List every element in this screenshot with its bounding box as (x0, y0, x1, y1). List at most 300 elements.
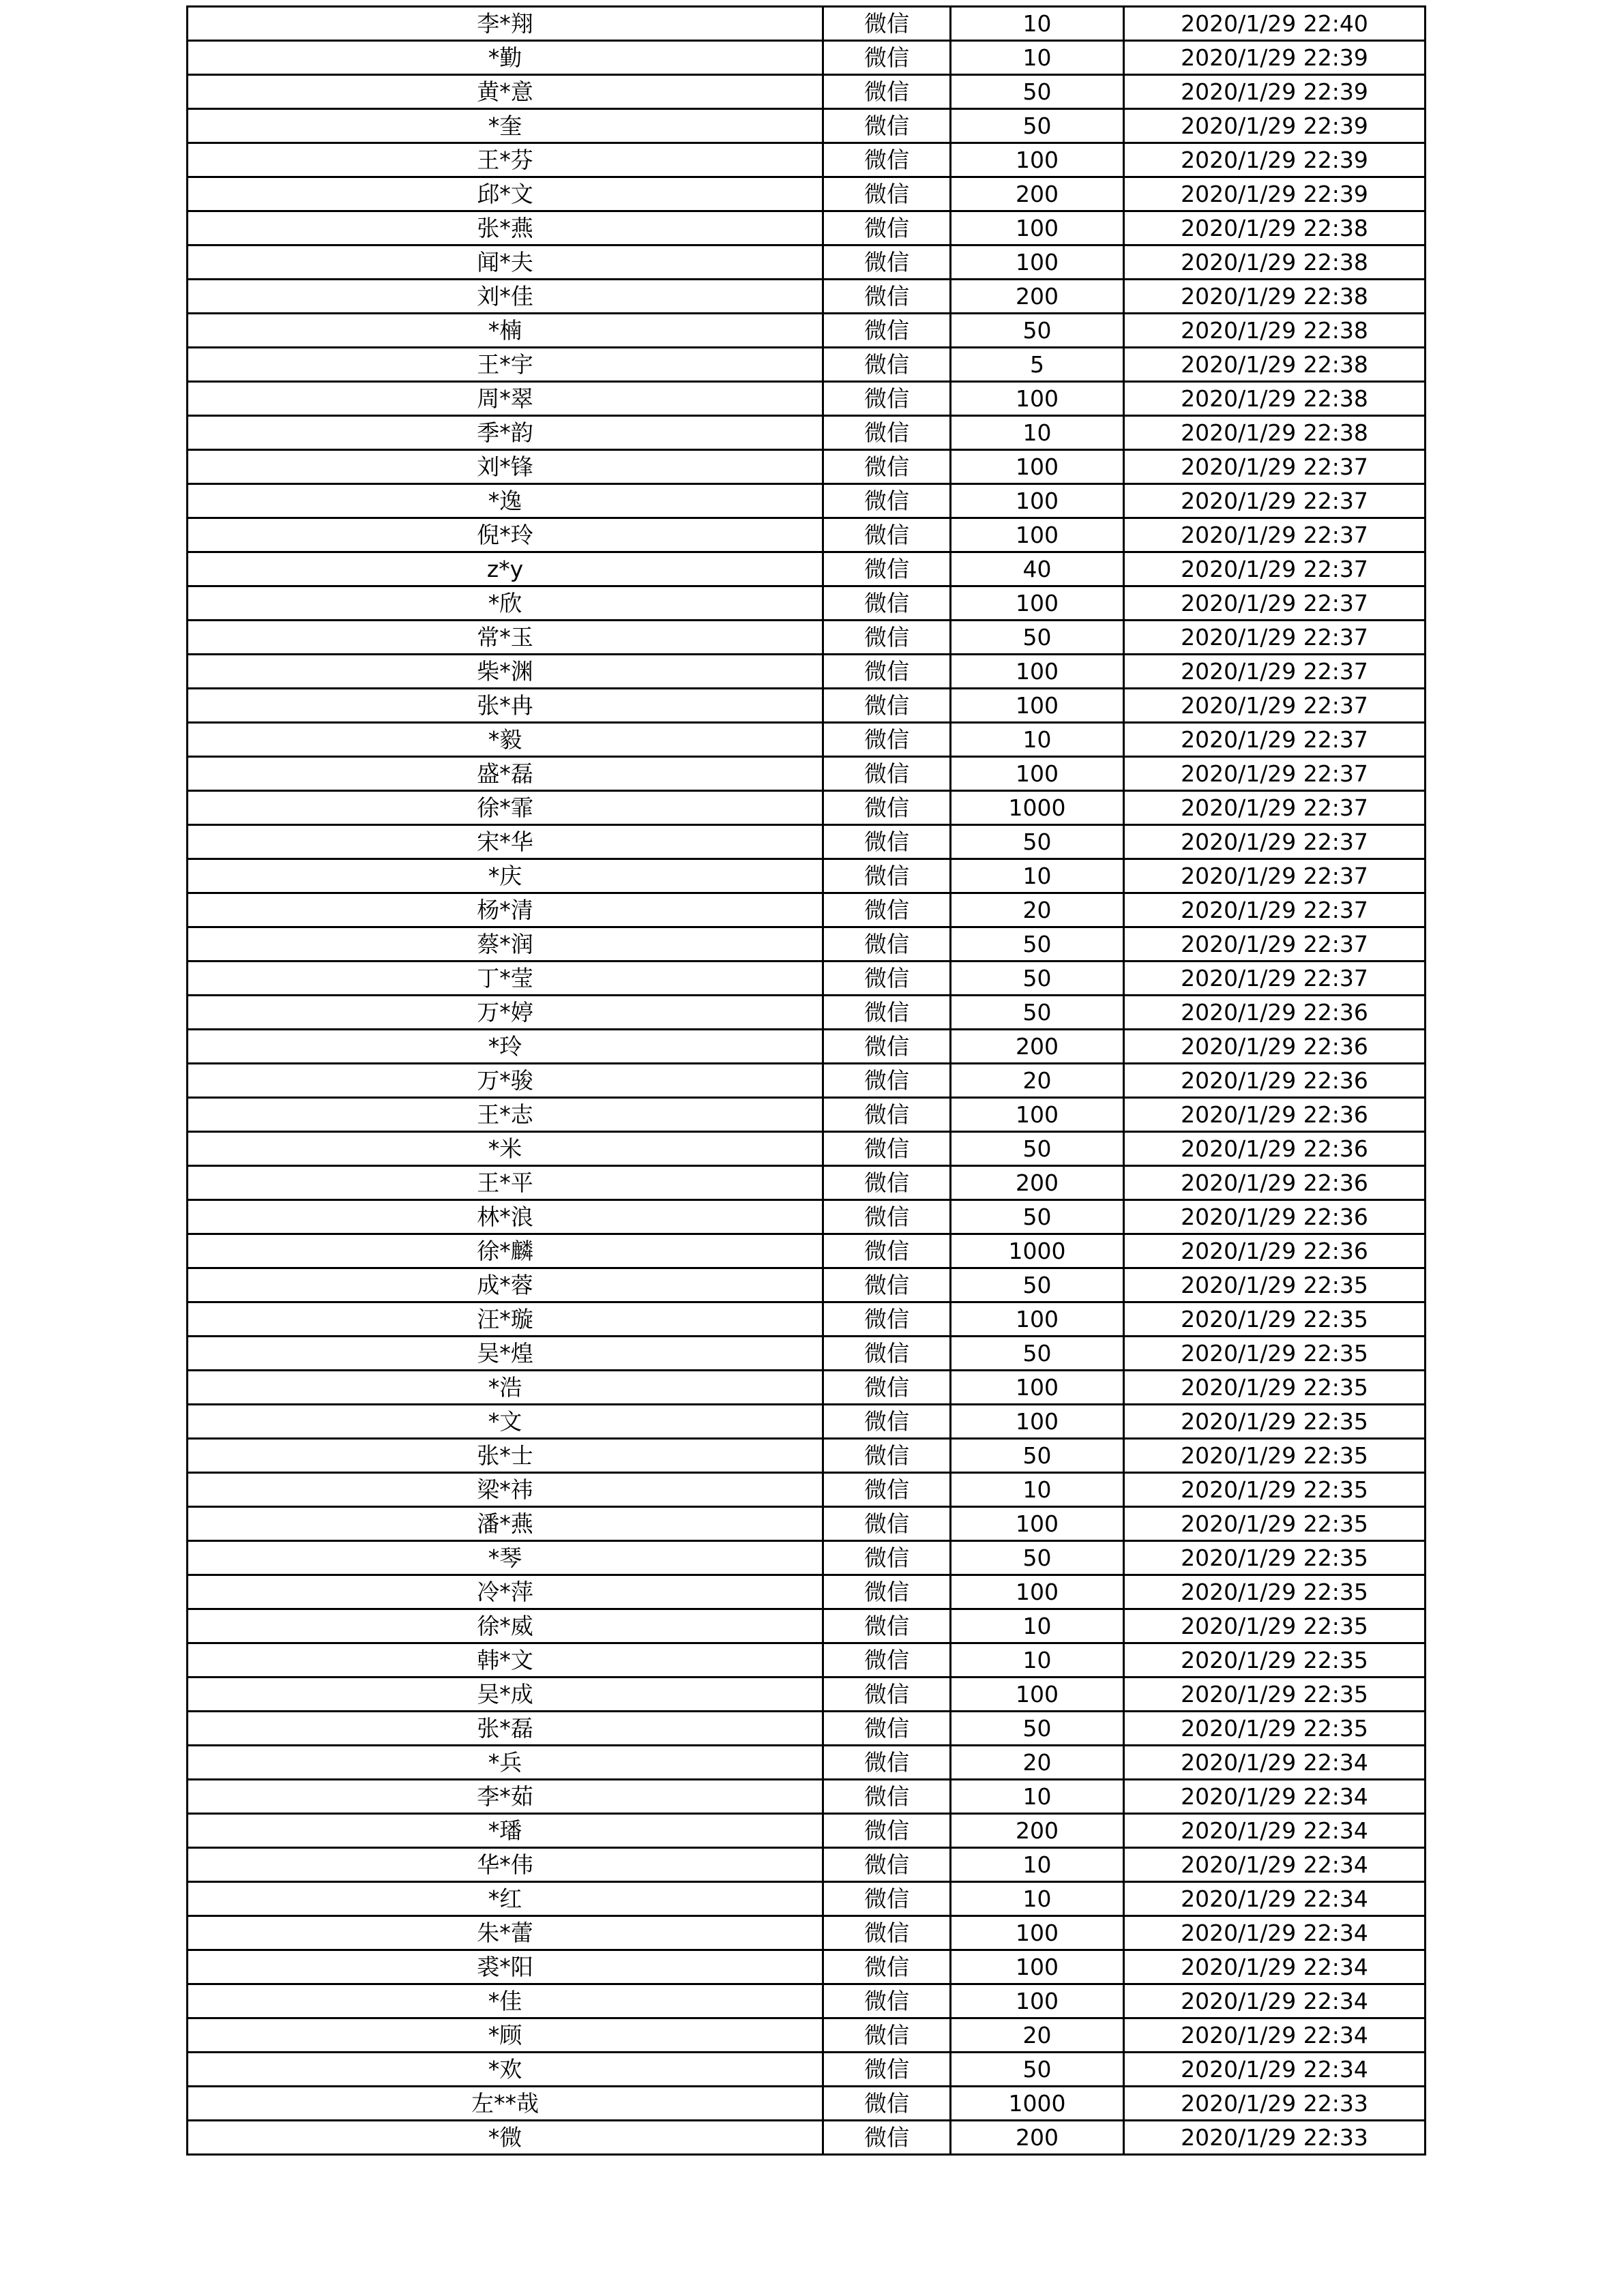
payment-channel-cell: 微信 (823, 41, 951, 75)
table-row (188, 1916, 1426, 1950)
payment-channel-cell: 微信 (823, 1848, 951, 1882)
timestamp-cell: 2020/1/29 22:37 (1124, 552, 1426, 586)
donor-name-cell: *毅 (188, 723, 823, 757)
table-row (188, 518, 1426, 552)
donor-name-cell: *佳 (188, 1984, 823, 2018)
amount-cell: 5 (951, 348, 1124, 382)
donor-name-cell: 王*平 (188, 1166, 823, 1200)
payment-channel-cell: 微信 (823, 280, 951, 314)
payment-channel-cell: 微信 (823, 1950, 951, 1984)
timestamp-cell: 2020/1/29 22:38 (1124, 416, 1426, 450)
payment-channel-cell: 微信 (823, 1746, 951, 1780)
donor-name-cell: *琴 (188, 1541, 823, 1575)
table-row (188, 1848, 1426, 1882)
table-row (188, 348, 1426, 382)
payment-channel-cell: 微信 (823, 450, 951, 484)
payment-channel-cell: 微信 (823, 2087, 951, 2121)
donor-name-cell: 李*茹 (188, 1780, 823, 1814)
payment-channel-cell: 微信 (823, 1780, 951, 1814)
amount-cell: 10 (951, 1609, 1124, 1643)
amount-cell: 100 (951, 143, 1124, 177)
table-row (188, 893, 1426, 927)
payment-channel-cell: 微信 (823, 996, 951, 1030)
timestamp-cell: 2020/1/29 22:38 (1124, 245, 1426, 280)
amount-cell: 50 (951, 996, 1124, 1030)
payment-channel-cell: 微信 (823, 825, 951, 859)
timestamp-cell: 2020/1/29 22:36 (1124, 1098, 1426, 1132)
donor-name-cell: 徐*麟 (188, 1234, 823, 1268)
donor-name-cell: *米 (188, 1132, 823, 1166)
table-row (188, 2053, 1426, 2087)
donor-name-cell: *浩 (188, 1371, 823, 1405)
timestamp-cell: 2020/1/29 22:37 (1124, 621, 1426, 655)
amount-cell: 50 (951, 927, 1124, 961)
payment-channel-cell: 微信 (823, 1984, 951, 2018)
payment-channel-cell: 微信 (823, 416, 951, 450)
payment-channel-cell: 微信 (823, 1132, 951, 1166)
amount-cell: 100 (951, 382, 1124, 416)
donor-name-cell: *欢 (188, 2053, 823, 2087)
donor-name-cell: 张*士 (188, 1439, 823, 1473)
donor-name-cell: 裘*阳 (188, 1950, 823, 1984)
timestamp-cell: 2020/1/29 22:34 (1124, 2018, 1426, 2053)
timestamp-cell: 2020/1/29 22:33 (1124, 2121, 1426, 2155)
payment-channel-cell: 微信 (823, 109, 951, 143)
timestamp-cell: 2020/1/29 22:34 (1124, 1882, 1426, 1916)
timestamp-cell: 2020/1/29 22:35 (1124, 1609, 1426, 1643)
table-row (188, 757, 1426, 791)
table-row (188, 450, 1426, 484)
timestamp-cell: 2020/1/29 22:38 (1124, 280, 1426, 314)
table-row (188, 2087, 1426, 2121)
payment-channel-cell: 微信 (823, 314, 951, 348)
donor-name-cell: 华*伟 (188, 1848, 823, 1882)
table-row (188, 1302, 1426, 1337)
donor-name-cell: 闻*夫 (188, 245, 823, 280)
donor-name-cell: 柴*渊 (188, 655, 823, 689)
table-row (188, 1780, 1426, 1814)
timestamp-cell: 2020/1/29 22:39 (1124, 177, 1426, 211)
donor-name-cell: 张*燕 (188, 211, 823, 245)
amount-cell: 100 (951, 1371, 1124, 1405)
timestamp-cell: 2020/1/29 22:35 (1124, 1507, 1426, 1541)
amount-cell: 1000 (951, 1234, 1124, 1268)
table-row (188, 416, 1426, 450)
payment-channel-cell: 微信 (823, 211, 951, 245)
amount-cell: 50 (951, 2053, 1124, 2087)
table-row (188, 621, 1426, 655)
donor-name-cell: 成*蓉 (188, 1268, 823, 1302)
amount-cell: 10 (951, 1882, 1124, 1916)
timestamp-cell: 2020/1/29 22:36 (1124, 1064, 1426, 1098)
timestamp-cell: 2020/1/29 22:39 (1124, 41, 1426, 75)
timestamp-cell: 2020/1/29 22:33 (1124, 2087, 1426, 2121)
table-row (188, 314, 1426, 348)
table-row (188, 1814, 1426, 1848)
timestamp-cell: 2020/1/29 22:39 (1124, 143, 1426, 177)
timestamp-cell: 2020/1/29 22:37 (1124, 518, 1426, 552)
payment-channel-cell: 微信 (823, 2121, 951, 2155)
timestamp-cell: 2020/1/29 22:37 (1124, 484, 1426, 518)
table-row (188, 1678, 1426, 1712)
amount-cell: 50 (951, 1268, 1124, 1302)
table-row (188, 825, 1426, 859)
donor-name-cell: *文 (188, 1405, 823, 1439)
payment-channel-cell: 微信 (823, 382, 951, 416)
amount-cell: 10 (951, 416, 1124, 450)
timestamp-cell: 2020/1/29 22:38 (1124, 348, 1426, 382)
payment-channel-cell: 微信 (823, 1064, 951, 1098)
timestamp-cell: 2020/1/29 22:36 (1124, 1132, 1426, 1166)
table-row (188, 143, 1426, 177)
donor-name-cell: 朱*蕾 (188, 1916, 823, 1950)
table-row (188, 280, 1426, 314)
timestamp-cell: 2020/1/29 22:34 (1124, 1984, 1426, 2018)
amount-cell: 100 (951, 245, 1124, 280)
amount-cell: 200 (951, 1814, 1124, 1848)
timestamp-cell: 2020/1/29 22:35 (1124, 1302, 1426, 1337)
amount-cell: 50 (951, 314, 1124, 348)
donor-name-cell: *兵 (188, 1746, 823, 1780)
timestamp-cell: 2020/1/29 22:37 (1124, 961, 1426, 996)
table-row (188, 2121, 1426, 2155)
timestamp-cell: 2020/1/29 22:37 (1124, 893, 1426, 927)
amount-cell: 100 (951, 1507, 1124, 1541)
donor-name-cell: 刘*佳 (188, 280, 823, 314)
amount-cell: 10 (951, 41, 1124, 75)
table-row (188, 177, 1426, 211)
payment-channel-cell: 微信 (823, 586, 951, 621)
payment-channel-cell: 微信 (823, 655, 951, 689)
payment-channel-cell: 微信 (823, 1268, 951, 1302)
table-row (188, 586, 1426, 621)
timestamp-cell: 2020/1/29 22:35 (1124, 1405, 1426, 1439)
amount-cell: 50 (951, 961, 1124, 996)
donor-name-cell: 蔡*润 (188, 927, 823, 961)
amount-cell: 100 (951, 1950, 1124, 1984)
donor-name-cell: *微 (188, 2121, 823, 2155)
table-row (188, 1405, 1426, 1439)
amount-cell: 200 (951, 177, 1124, 211)
amount-cell: 50 (951, 1200, 1124, 1234)
table-body (188, 7, 1426, 2155)
timestamp-cell: 2020/1/29 22:38 (1124, 314, 1426, 348)
donor-name-cell: 梁*祎 (188, 1473, 823, 1507)
timestamp-cell: 2020/1/29 22:37 (1124, 450, 1426, 484)
amount-cell: 100 (951, 1098, 1124, 1132)
amount-cell: 50 (951, 75, 1124, 109)
timestamp-cell: 2020/1/29 22:36 (1124, 1200, 1426, 1234)
table-row (188, 859, 1426, 893)
table-row (188, 211, 1426, 245)
donor-name-cell: *璠 (188, 1814, 823, 1848)
timestamp-cell: 2020/1/29 22:35 (1124, 1268, 1426, 1302)
amount-cell: 10 (951, 1643, 1124, 1678)
timestamp-cell: 2020/1/29 22:35 (1124, 1678, 1426, 1712)
table-row (188, 109, 1426, 143)
amount-cell: 10 (951, 1780, 1124, 1814)
payment-channel-cell: 微信 (823, 2053, 951, 2087)
table-row (188, 1268, 1426, 1302)
timestamp-cell: 2020/1/29 22:39 (1124, 109, 1426, 143)
timestamp-cell: 2020/1/29 22:37 (1124, 723, 1426, 757)
table-row (188, 961, 1426, 996)
payment-channel-cell: 微信 (823, 348, 951, 382)
donor-name-cell: 常*玉 (188, 621, 823, 655)
table-row (188, 245, 1426, 280)
payment-channel-cell: 微信 (823, 1405, 951, 1439)
amount-cell: 10 (951, 859, 1124, 893)
timestamp-cell: 2020/1/29 22:38 (1124, 382, 1426, 416)
payment-channel-cell: 微信 (823, 927, 951, 961)
table-row (188, 1507, 1426, 1541)
payment-channel-cell: 微信 (823, 484, 951, 518)
table-row (188, 552, 1426, 586)
donor-name-cell: *红 (188, 1882, 823, 1916)
payment-channel-cell: 微信 (823, 723, 951, 757)
timestamp-cell: 2020/1/29 22:34 (1124, 1848, 1426, 1882)
timestamp-cell: 2020/1/29 22:35 (1124, 1337, 1426, 1371)
timestamp-cell: 2020/1/29 22:35 (1124, 1575, 1426, 1609)
payment-channel-cell: 微信 (823, 1337, 951, 1371)
payment-channel-cell: 微信 (823, 7, 951, 41)
table-row (188, 1030, 1426, 1064)
donor-name-cell: *楠 (188, 314, 823, 348)
table-row (188, 1473, 1426, 1507)
table-row (188, 723, 1426, 757)
payment-channel-cell: 微信 (823, 1678, 951, 1712)
amount-cell: 50 (951, 825, 1124, 859)
amount-cell: 100 (951, 757, 1124, 791)
amount-cell: 100 (951, 1405, 1124, 1439)
donor-name-cell: 杨*清 (188, 893, 823, 927)
table-row (188, 655, 1426, 689)
donor-name-cell: 邱*文 (188, 177, 823, 211)
payment-channel-cell: 微信 (823, 689, 951, 723)
table-row (188, 1746, 1426, 1780)
timestamp-cell: 2020/1/29 22:35 (1124, 1643, 1426, 1678)
table-row (188, 1541, 1426, 1575)
payment-channel-cell: 微信 (823, 1609, 951, 1643)
payment-channel-cell: 微信 (823, 757, 951, 791)
payment-channel-cell: 微信 (823, 1030, 951, 1064)
amount-cell: 200 (951, 1030, 1124, 1064)
table-row (188, 1098, 1426, 1132)
timestamp-cell: 2020/1/29 22:36 (1124, 1234, 1426, 1268)
amount-cell: 10 (951, 1848, 1124, 1882)
amount-cell: 100 (951, 1302, 1124, 1337)
timestamp-cell: 2020/1/29 22:34 (1124, 2053, 1426, 2087)
table-row (188, 1950, 1426, 1984)
amount-cell: 50 (951, 621, 1124, 655)
donor-name-cell: 黄*意 (188, 75, 823, 109)
table-row (188, 1439, 1426, 1473)
donation-table (186, 5, 1426, 2156)
donor-name-cell: 李*翔 (188, 7, 823, 41)
amount-cell: 20 (951, 1746, 1124, 1780)
payment-channel-cell: 微信 (823, 1507, 951, 1541)
donor-name-cell: *庆 (188, 859, 823, 893)
donor-name-cell: 林*浪 (188, 1200, 823, 1234)
donor-name-cell: 汪*璇 (188, 1302, 823, 1337)
timestamp-cell: 2020/1/29 22:36 (1124, 1166, 1426, 1200)
timestamp-cell: 2020/1/29 22:37 (1124, 689, 1426, 723)
payment-channel-cell: 微信 (823, 245, 951, 280)
table-row (188, 1643, 1426, 1678)
timestamp-cell: 2020/1/29 22:37 (1124, 757, 1426, 791)
table-row (188, 1166, 1426, 1200)
payment-channel-cell: 微信 (823, 859, 951, 893)
amount-cell: 20 (951, 1064, 1124, 1098)
donor-name-cell: 徐*霏 (188, 791, 823, 825)
payment-channel-cell: 微信 (823, 143, 951, 177)
payment-channel-cell: 微信 (823, 1814, 951, 1848)
table-row (188, 1064, 1426, 1098)
amount-cell: 200 (951, 1166, 1124, 1200)
payment-channel-cell: 微信 (823, 1473, 951, 1507)
payment-channel-cell: 微信 (823, 1098, 951, 1132)
amount-cell: 100 (951, 655, 1124, 689)
amount-cell: 20 (951, 893, 1124, 927)
timestamp-cell: 2020/1/29 22:34 (1124, 1746, 1426, 1780)
donor-name-cell: 潘*燕 (188, 1507, 823, 1541)
donor-name-cell: z*y (188, 552, 823, 586)
amount-cell: 10 (951, 1473, 1124, 1507)
payment-channel-cell: 微信 (823, 1575, 951, 1609)
table-row (188, 1371, 1426, 1405)
amount-cell: 50 (951, 109, 1124, 143)
donor-name-cell: 倪*玲 (188, 518, 823, 552)
timestamp-cell: 2020/1/29 22:35 (1124, 1712, 1426, 1746)
amount-cell: 40 (951, 552, 1124, 586)
amount-cell: 100 (951, 450, 1124, 484)
timestamp-cell: 2020/1/29 22:35 (1124, 1439, 1426, 1473)
table-row (188, 1337, 1426, 1371)
donor-name-cell: 万*骏 (188, 1064, 823, 1098)
timestamp-cell: 2020/1/29 22:37 (1124, 825, 1426, 859)
payment-channel-cell: 微信 (823, 1916, 951, 1950)
donor-name-cell: 徐*威 (188, 1609, 823, 1643)
table-row (188, 1609, 1426, 1643)
payment-channel-cell: 微信 (823, 1200, 951, 1234)
donor-name-cell: 左**哉 (188, 2087, 823, 2121)
payment-channel-cell: 微信 (823, 893, 951, 927)
timestamp-cell: 2020/1/29 22:34 (1124, 1916, 1426, 1950)
timestamp-cell: 2020/1/29 22:35 (1124, 1473, 1426, 1507)
payment-channel-cell: 微信 (823, 1234, 951, 1268)
donor-name-cell: 季*韵 (188, 416, 823, 450)
table-row (188, 7, 1426, 41)
donor-name-cell: 吴*煌 (188, 1337, 823, 1371)
amount-cell: 10 (951, 7, 1124, 41)
amount-cell: 50 (951, 1712, 1124, 1746)
donor-name-cell: 王*宇 (188, 348, 823, 382)
amount-cell: 1000 (951, 791, 1124, 825)
donor-name-cell: 刘*锋 (188, 450, 823, 484)
donor-name-cell: 王*芬 (188, 143, 823, 177)
table-row (188, 1984, 1426, 2018)
donor-name-cell: 盛*磊 (188, 757, 823, 791)
payment-channel-cell: 微信 (823, 518, 951, 552)
payment-channel-cell: 微信 (823, 552, 951, 586)
donor-name-cell: 张*冉 (188, 689, 823, 723)
timestamp-cell: 2020/1/29 22:37 (1124, 927, 1426, 961)
payment-channel-cell: 微信 (823, 1166, 951, 1200)
table-row (188, 2018, 1426, 2053)
payment-channel-cell: 微信 (823, 75, 951, 109)
donor-name-cell: 张*磊 (188, 1712, 823, 1746)
table-row (188, 1200, 1426, 1234)
donor-name-cell: *奎 (188, 109, 823, 143)
payment-channel-cell: 微信 (823, 1541, 951, 1575)
timestamp-cell: 2020/1/29 22:37 (1124, 655, 1426, 689)
payment-channel-cell: 微信 (823, 961, 951, 996)
table-row (188, 1575, 1426, 1609)
donor-name-cell: 丁*莹 (188, 961, 823, 996)
amount-cell: 100 (951, 689, 1124, 723)
table-row (188, 41, 1426, 75)
donor-name-cell: 冷*萍 (188, 1575, 823, 1609)
table-row (188, 689, 1426, 723)
amount-cell: 100 (951, 1984, 1124, 2018)
amount-cell: 50 (951, 1541, 1124, 1575)
donor-name-cell: 万*婷 (188, 996, 823, 1030)
donor-name-cell: 吴*成 (188, 1678, 823, 1712)
amount-cell: 100 (951, 484, 1124, 518)
table-row (188, 1882, 1426, 1916)
timestamp-cell: 2020/1/29 22:39 (1124, 75, 1426, 109)
payment-channel-cell: 微信 (823, 1643, 951, 1678)
table-row (188, 1712, 1426, 1746)
amount-cell: 100 (951, 211, 1124, 245)
amount-cell: 100 (951, 1575, 1124, 1609)
amount-cell: 100 (951, 1916, 1124, 1950)
amount-cell: 200 (951, 280, 1124, 314)
payment-channel-cell: 微信 (823, 2018, 951, 2053)
amount-cell: 1000 (951, 2087, 1124, 2121)
donor-name-cell: *勤 (188, 41, 823, 75)
donor-name-cell: 韩*文 (188, 1643, 823, 1678)
payment-channel-cell: 微信 (823, 1302, 951, 1337)
table-row (188, 484, 1426, 518)
payment-channel-cell: 微信 (823, 1882, 951, 1916)
donor-name-cell: *欣 (188, 586, 823, 621)
amount-cell: 100 (951, 586, 1124, 621)
timestamp-cell: 2020/1/29 22:37 (1124, 586, 1426, 621)
amount-cell: 10 (951, 723, 1124, 757)
timestamp-cell: 2020/1/29 22:38 (1124, 211, 1426, 245)
timestamp-cell: 2020/1/29 22:37 (1124, 791, 1426, 825)
payment-channel-cell: 微信 (823, 1712, 951, 1746)
donor-name-cell: *玲 (188, 1030, 823, 1064)
table-row (188, 382, 1426, 416)
payment-channel-cell: 微信 (823, 621, 951, 655)
payment-channel-cell: 微信 (823, 1371, 951, 1405)
timestamp-cell: 2020/1/29 22:40 (1124, 7, 1426, 41)
amount-cell: 200 (951, 2121, 1124, 2155)
payment-channel-cell: 微信 (823, 177, 951, 211)
amount-cell: 50 (951, 1132, 1124, 1166)
donor-name-cell: *逸 (188, 484, 823, 518)
table-row (188, 996, 1426, 1030)
timestamp-cell: 2020/1/29 22:34 (1124, 1950, 1426, 1984)
table-row (188, 1234, 1426, 1268)
donor-name-cell: 王*志 (188, 1098, 823, 1132)
amount-cell: 50 (951, 1337, 1124, 1371)
amount-cell: 20 (951, 2018, 1124, 2053)
table-row (188, 75, 1426, 109)
table-row (188, 791, 1426, 825)
